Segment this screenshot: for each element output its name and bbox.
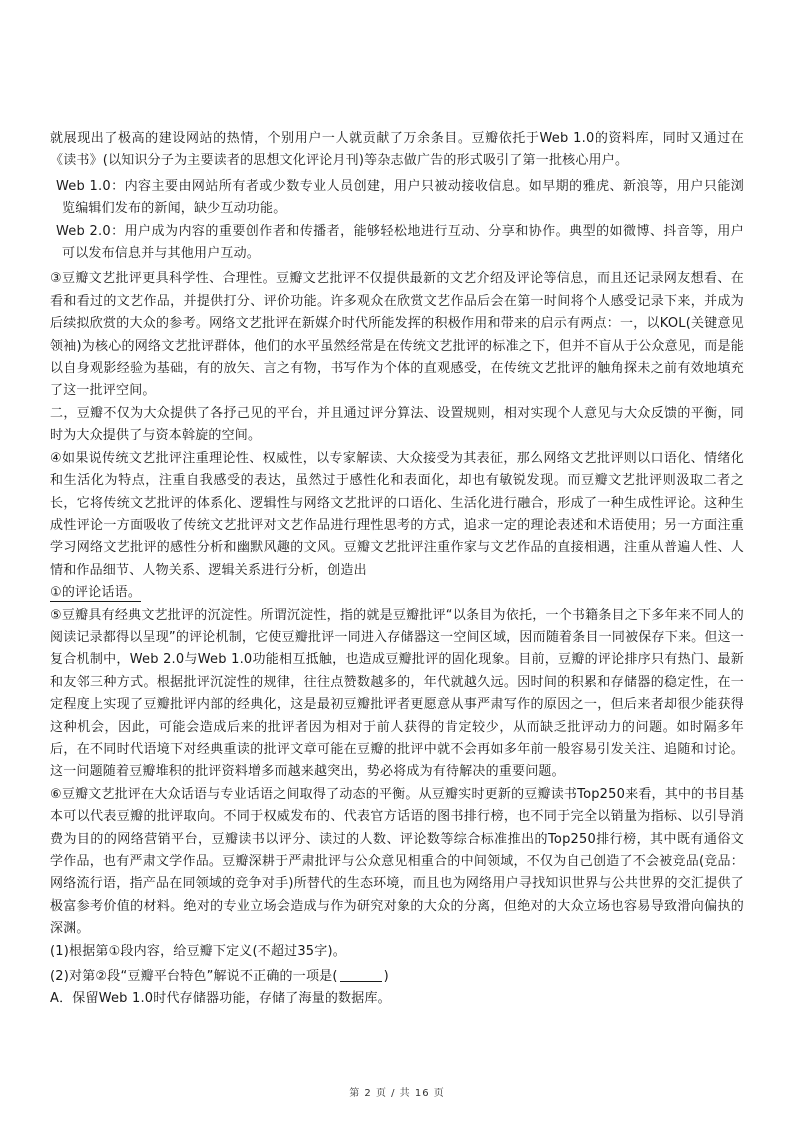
paragraph-p1: 就展现出了极高的建设网站的热情，个别用户一人就贡献了万余条目。豆瓣依托于Web 1.0的资料库，同时又通过在《读书》(以知识分子为主要读者的思想文化评论月刊)等杂志做广告的形式吸引了第一批核心用户。	[50, 131, 744, 169]
paragraph-4-tail	[50, 582, 744, 604]
note-web2: Web 2.0：用户成为内容的重要创作者和传播者，能够轻松地进行互动、分享和协作。典型的如微博、抖音等，用户可以发布信息并与其他用户互动。	[56, 223, 744, 262]
question-2	[50, 966, 744, 988]
paragraph-3b: 二，豆瓣不仅为大众提供了各抒己见的平台，并且通过评分算法、设置规则，相对实现个人意见与大众反馈的平衡，同时为大众提供了与资本斡旋的空间。	[50, 405, 744, 444]
document-body	[50, 128, 744, 1011]
option-a: A．保留Web 1.0时代存储器功能，存储了海量的数据库。	[50, 991, 391, 1007]
question-2-suffix: )	[383, 969, 389, 985]
paragraph-3: ③豆瓣文艺批评更具科学性、合理性。豆瓣文艺批评不仅提供最新的文艺介绍及评论等信息，而且还记录网友想看、在看和看过的文艺作品，并提供打分、评价功能。许多观众在欣赏文艺作品后会在第一时间将个人感受记录下来，并成为后续拟欣赏的大众的参考。网络文艺批评在新媒介时代所能发挥的积极作用和带来的启示有两点：一，以KOL(关键意见领袖)为核心的网络文艺批评群体，他们的水平虽然经常是在传统文艺批评的标准之下，但并不盲从于公众意见，而是能以自身观影经验为基础，有的放矢、言之有物，书写作为个体的直观感受，在传统文艺批评的触角探未之前有效地填充了这一批评空间。	[50, 271, 744, 399]
question-1: (1)根据第①段内容，给豆瓣下定义(不超过35字)。	[50, 943, 346, 959]
answer-blank[interactable]	[340, 967, 382, 982]
note-web1: Web 1.0：内容主要由网站所有者或少数专业人员创建，用户只被动接收信息。如早期的雅虎、新浪等，用户只能浏览编辑们发布的新闻，缺少互动功能。	[56, 178, 744, 217]
paragraph-6: ⑥豆瓣文艺批评在大众话语与专业话语之间取得了动态的平衡。从豆瓣实时更新的豆瓣读书Top250来看，其中的书目基本可以代表豆瓣的批评取向。不同于权威发布的、代表官方话语的图书排行榜，也不同于完全以销量为指标、以引导消费为目的的网络营销平台，豆瓣读书以评分、读过的人数、评论数等综合标准推出的Top250排行榜，其中既有通俗文学作品，也有严肃文学作品。豆瓣深耕于严肃批评与公众意见相重合的中间领域，不仅为自己创造了不会被竞品(竞品：网络流行语，指产品在同领域的竞争对手)所替代的生态环境，而且也为网络用户寻找知识世界与公共世界的交汇提供了极富参考价值的材料。绝对的专业立场会造成与作为研究对象的大众的分离，但绝对的大众立场也容易导致滑向偏执的深渊。	[50, 786, 744, 937]
blank-1-text: ①的评论话语。	[50, 585, 142, 601]
page-footer: 第 2 页 / 共 16 页	[349, 1088, 445, 1099]
paragraph-5: ⑤豆瓣具有经典文艺批评的沉淀性。所谓沉淀性，指的就是豆瓣批评“以条目为依托，一个书籍条目之下多年来不同人的阅读记录都得以呈现”的评论机制，它使豆瓣批评一同进入存储器这一空间区域，因而随着条目一同被保存下来。但这一复合机制中，Web 2.0与Web 1.0功能相互抵触，也造成豆瓣批评的固化现象。目前，豆瓣的评论排序只有热门、最新和友邻三种方式。根据批评沉淀性的规律，往往点赞数越多的，年代就越久远。因时间的积累和存储器的稳定性，在一定程度上实现了豆瓣批评内部的经典化，这是最初豆瓣批评者更愿意从事严肃写作的原因之一，但后来者却很少能获得这种机会，因此，可能会造成后来的批评者因为相对于前人获得的肯定较少，从而缺乏批评动力的问题。如时隔多年后，在不同时代语境下对经典重读的批评文章可能在豆瓣的批评中就不会再如多年前一般容易引发关注、追随和讨论。这一问题随着豆瓣堆积的批评资料增多而越来越突出，势必将成为有待解决的重要问题。	[50, 607, 744, 780]
paragraph-4: ④如果说传统文艺批评注重理论性、权威性，以专家解读、大众接受为其表征，那么网络文艺批评则以口语化、情绪化和生活化为特点，注重自我感受的表达，虽然过于感性化和表面化，却也有敏锐发现。而豆瓣文艺批评则汲取二者之长，它将传统文艺批评的体系化、逻辑性与网络文艺批评的口语化、生活化进行融合，形成了一种生成性评论。这种生成性评论一方面吸收了传统文艺批评对文艺作品进行理性思考的方式，追求一定的理论表述和术语使用；另一方面注重学习网络文艺批评的感性分析和幽默风趣的文风。豆瓣文艺批评注重作家与文艺作品的直接相遇，注重从普遍人性、人情和作品细节、人物关系、逻辑关系进行分析，创造出	[50, 450, 744, 578]
question-2-prefix: (2)对第②段“豆瓣平台特色”解说不正确的一项是(	[50, 969, 338, 985]
